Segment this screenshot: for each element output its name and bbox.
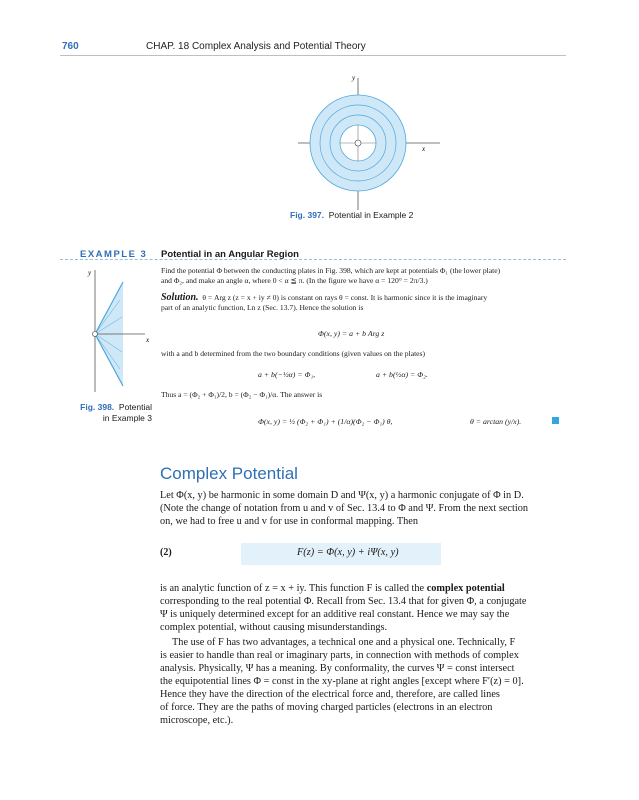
fig398-diagram [70,262,160,394]
example-problem: Find the potential Φ between the conducting plates in Fig. 398, which are kept at potentials Φ₁ (the lower plate) and Φ₂, and make an angle α, where 0 < α ≦ π. (In the figure we have α = 120° = 2π/3.) [161,266,501,285]
example-rule [60,259,566,261]
fig397-x-label: x [422,145,426,153]
section-para2: is an analytic function of z = x + iy. This function F is called the complex potential corresponding to the real potential Φ. Recall from Sec. 13.4 that for given Φ, a conjugate Ψ is uniquely determined except for an additive real constant. Hence we may say the complex potential, without causing misunderstandings. [160,583,527,633]
section-para1: Let Φ(x, y) be harmonic in some domain D and Ψ(x, y) a harmonic conjugate of Φ in D. (Note the change of notation from u and v of Sec. 13.4 to Φ and Ψ. From the next section on, we had to free u and v for use in conformal mapping. Then [160,490,528,527]
example-para3: Thus a = (Φ₂ + Φ₁)/2, b = (Φ₂ − Φ₁)/α. The answer is [161,390,323,399]
equation-number: (2) [160,547,172,558]
equation-main: F(z) = Φ(x, y) + iΨ(x, y) [297,547,399,558]
fig397-caption: Fig. 397. Potential in Example 2 [290,210,414,220]
example-end-mark [552,417,559,424]
example-eq3-theta: θ = arctan (y/x). [470,417,522,426]
example-eq1: Φ(x, y) = a + b Arg z [318,329,385,338]
fig398-x-label: x [146,336,150,344]
example-eq2b: a + b(½α) = Φ₂. [376,370,428,379]
example-title: Potential in an Angular Region [161,249,299,260]
fig397-y-label: y [352,74,356,82]
example-solution: Solution. θ = Arg z (z = x + iy ≠ 0) is constant on rays θ = const. It is harmonic since it is the imaginary part of an analytic function, Ln z (Sec. 13.7). Hence the solution is [161,292,488,312]
fig397-diagram [290,70,450,220]
fig398-caption: Fig. 398. Potential in Example 3 [80,402,152,423]
example-label: EXAMPLE 3 [80,249,148,260]
example-para2: with a and b determined from the two boundary conditions (given values on the plates) [161,349,426,358]
section-title: Complex Potential [160,464,298,483]
header-rule [60,55,566,56]
running-header: CHAP. 18 Complex Analysis and Potential Theory [146,41,366,52]
example-eq3: Φ(x, y) = ½ (Φ₂ + Φ₁) + (1/α)(Φ₂ − Φ₁) θ, [258,417,393,426]
fig398-y-label: y [88,269,92,277]
section-para3: The use of F has two advantages, a technical one and a physical one. Technically, F is easier to handle than real or imaginary parts, in connection with methods of complex analysis. Physically, Ψ has a meaning. By conformality, the curves Ψ = const intersect the equipotential lines Φ = const in the xy-plane at right angles [except where F′(z) = 0]. Hence they have the direction of the electrical force and, therefore, are called lines of force. They are the paths of moving charged particles (electrons in an electron microscope, etc.). [160,637,524,726]
page-number: 760 [62,41,79,52]
example-eq2a: a + b(−½α) = Φ₁, [258,370,316,379]
